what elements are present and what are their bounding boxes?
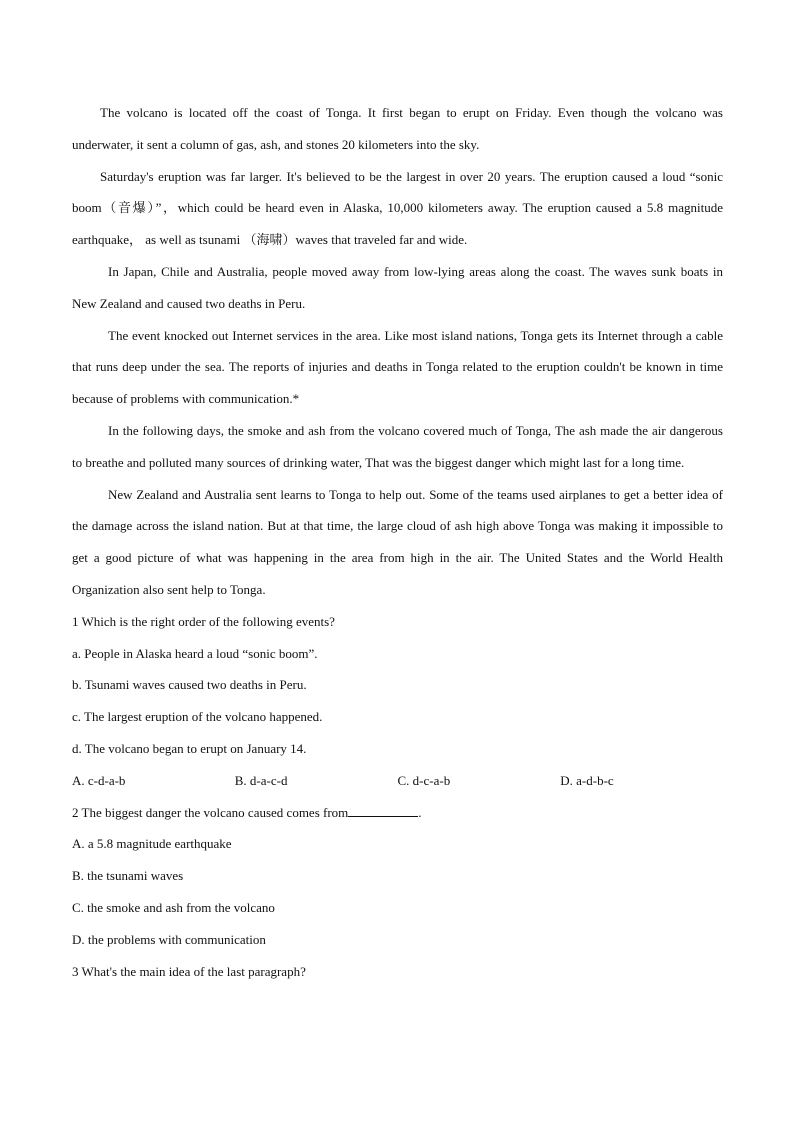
question-1-event-b: b. Tsunami waves caused two deaths in Peru. <box>72 677 307 693</box>
passage-paragraph-2: Saturday's eruption was far larger. It's believed to be the largest in over 20 years. The eruption caused a loud “sonic boom（音爆）”，which could be heard even in Alaska, 10,000 kilometers away. The eruption caused a 5.8 magnitude earthquake， as well as tsunami （海啸）waves that traveled far and wide. <box>72 168 723 248</box>
document-content <box>72 97 723 987</box>
question-2-stem: 2 The biggest danger the volcano caused comes from <box>72 804 349 820</box>
question-2-option-a: A. a 5.8 magnitude earthquake <box>72 836 232 852</box>
passage-paragraph-4: The event knocked out Internet services in the area. Like most island nations, Tonga gets its Internet through a cable that runs deep under the sea. The reports of injuries and deaths in Tonga related to the eruption couldn't be known in time because of problems with communication.* <box>72 327 723 407</box>
question-2-stem-line <box>72 797 723 829</box>
question-1-option-d: D. a-d-b-c <box>560 772 614 788</box>
question-2-stem-end: . <box>418 804 422 820</box>
question-2-option-c: C. the smoke and ash from the volcano <box>72 899 275 915</box>
question-1-options <box>72 765 723 797</box>
question-1-event-d: d. The volcano began to erupt on January 14. <box>72 740 307 756</box>
question-1-event-c: c. The largest eruption of the volcano happened. <box>72 709 323 725</box>
passage-paragraph-6: New Zealand and Australia sent learns to Tonga to help out. Some of the teams used airplanes to get a better idea of the damage across the island nation. But at that time, the large cloud of ash high above Tonga was making it impossible to get a good picture of what was happening in the area from high in the air. The United States and the World Health Organization also sent help to Tonga. <box>72 486 723 597</box>
question-1-option-a: A. c-d-a-b <box>72 772 126 788</box>
passage-paragraph-5: In the following days, the smoke and ash from the volcano covered much of Tonga, The ash made the air dangerous to breathe and polluted many sources of drinking water, That was the biggest danger which might last for a long time. <box>72 422 723 470</box>
answer-blank <box>348 805 418 817</box>
question-3-stem: 3 What's the main idea of the last paragraph? <box>72 963 306 979</box>
question-1-option-b: B. d-a-c-d <box>234 772 288 788</box>
question-2-option-d: D. the problems with communication <box>72 931 266 947</box>
question-2-option-b: B. the tsunami waves <box>72 868 184 884</box>
passage-paragraph-1: The volcano is located off the coast of Tonga. It first began to erupt on Friday. Even though the volcano was underwater, it sent a column of gas, ash, and stones 20 kilometers into the sky. <box>72 105 723 152</box>
question-1-option-c: C. d-c-a-b <box>397 772 451 788</box>
question-1-stem: 1 Which is the right order of the following events? <box>72 613 335 629</box>
passage-paragraph-3: In Japan, Chile and Australia, people moved away from low-lying areas along the coast. The waves sunk boats in New Zealand and caused two deaths in Peru. <box>72 263 723 311</box>
question-1-event-a: a. People in Alaska heard a loud “sonic boom”. <box>72 645 318 661</box>
